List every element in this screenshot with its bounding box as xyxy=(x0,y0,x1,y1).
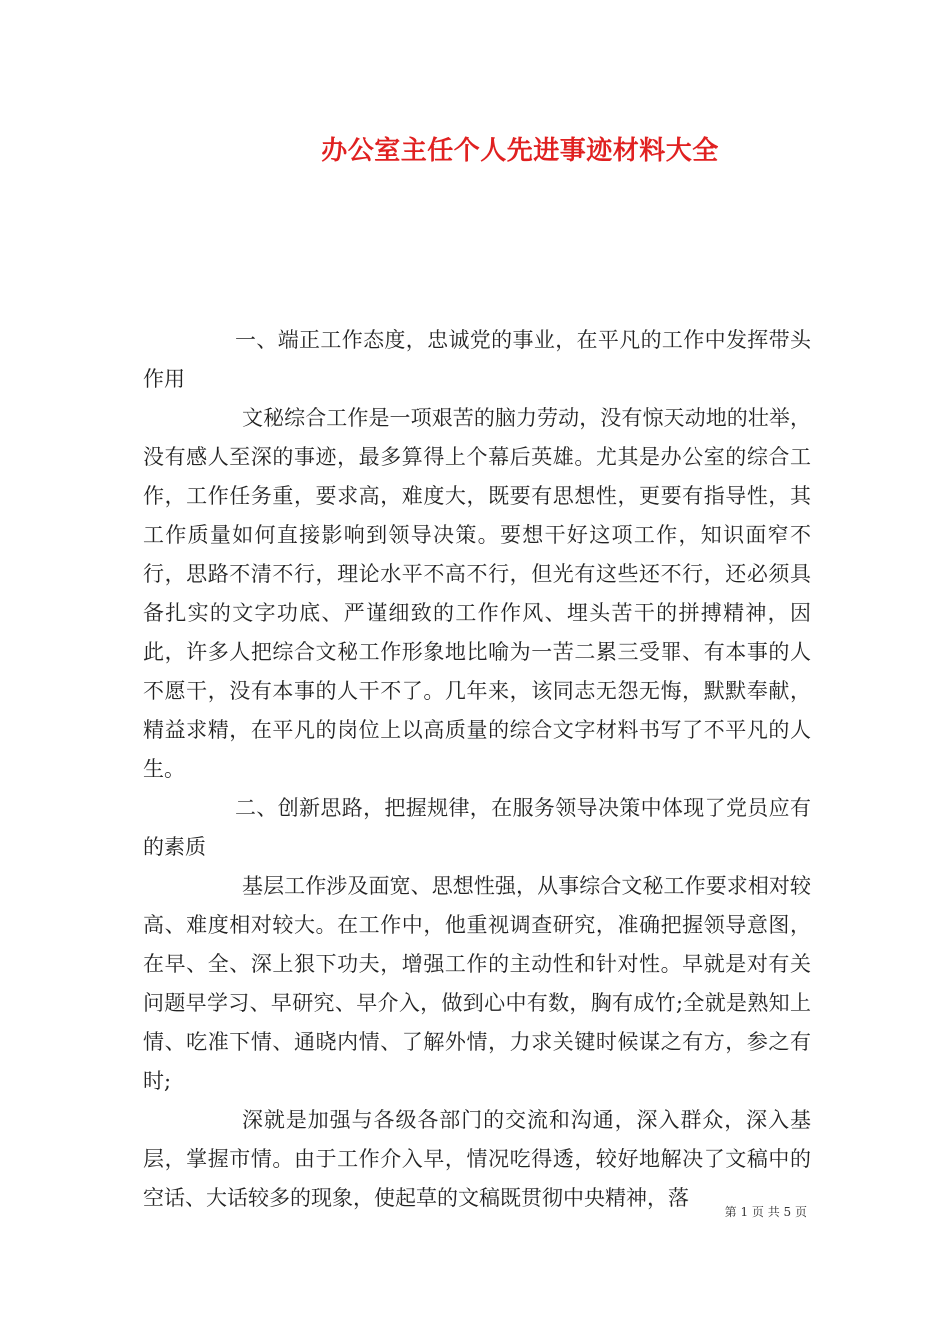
section-heading-1: 一、端正工作态度，忠诚党的事业，在平凡的工作中发挥带头作用 xyxy=(143,328,811,391)
paragraph-1: 文秘综合工作是一项艰苦的脑力劳动，没有惊天动地的壮举，没有感人至深的事迹，最多算得上个幕后英雄。尤其是办公室的综合工作，工作任务重，要求高，难度大，既要有思想性，更要有指导性，其工作质量如何直接影响到领导决策。要想干好这项工作，知识面窄不行，思路不清不行，理论水平不高不行，但光有这些还不行，还必须具备扎实的文字功底、严谨细致的工作作风、埋头苦干的拼搏精神，因此，许多人把综合文秘工作形象地比喻为一苦二累三受罪、有本事的人不愿干，没有本事的人干不了。几年来，该同志无怨无悔，默默奉献，精益求精，在平凡的岗位上以高质量的综合文字材料书写了不平凡的人生。 xyxy=(143,406,811,781)
paragraph-3: 深就是加强与各级各部门的交流和沟通，深入群众，深入基层，掌握市情。由于工作介入早，情况吃得透，较好地解决了文稿中的空话、大话较多的现象，使起草的文稿既贯彻中央精神，落 xyxy=(143,1108,811,1210)
section-heading-2: 二、创新思路，把握规律，在服务领导决策中体现了党员应有的素质 xyxy=(143,796,811,859)
document-title: 办公室主任个人先进事迹材料大全 xyxy=(321,136,719,166)
document-body xyxy=(143,321,811,1218)
paragraph-2: 基层工作涉及面宽、思想性强，从事综合文秘工作要求相对较高、难度相对较大。在工作中，他重视调查研究，准确把握领导意图，在早、全、深上狠下功夫，增强工作的主动性和针对性。早就是对有关问题早学习、早研究、早介入，做到心中有数，胸有成竹;全就是熟知上情、吃准下情、通晓内情、了解外情，力求关键时候谋之有方，参之有时; xyxy=(143,874,811,1093)
page-number-footer: 第 1 页 共 5 页 xyxy=(724,1205,807,1219)
